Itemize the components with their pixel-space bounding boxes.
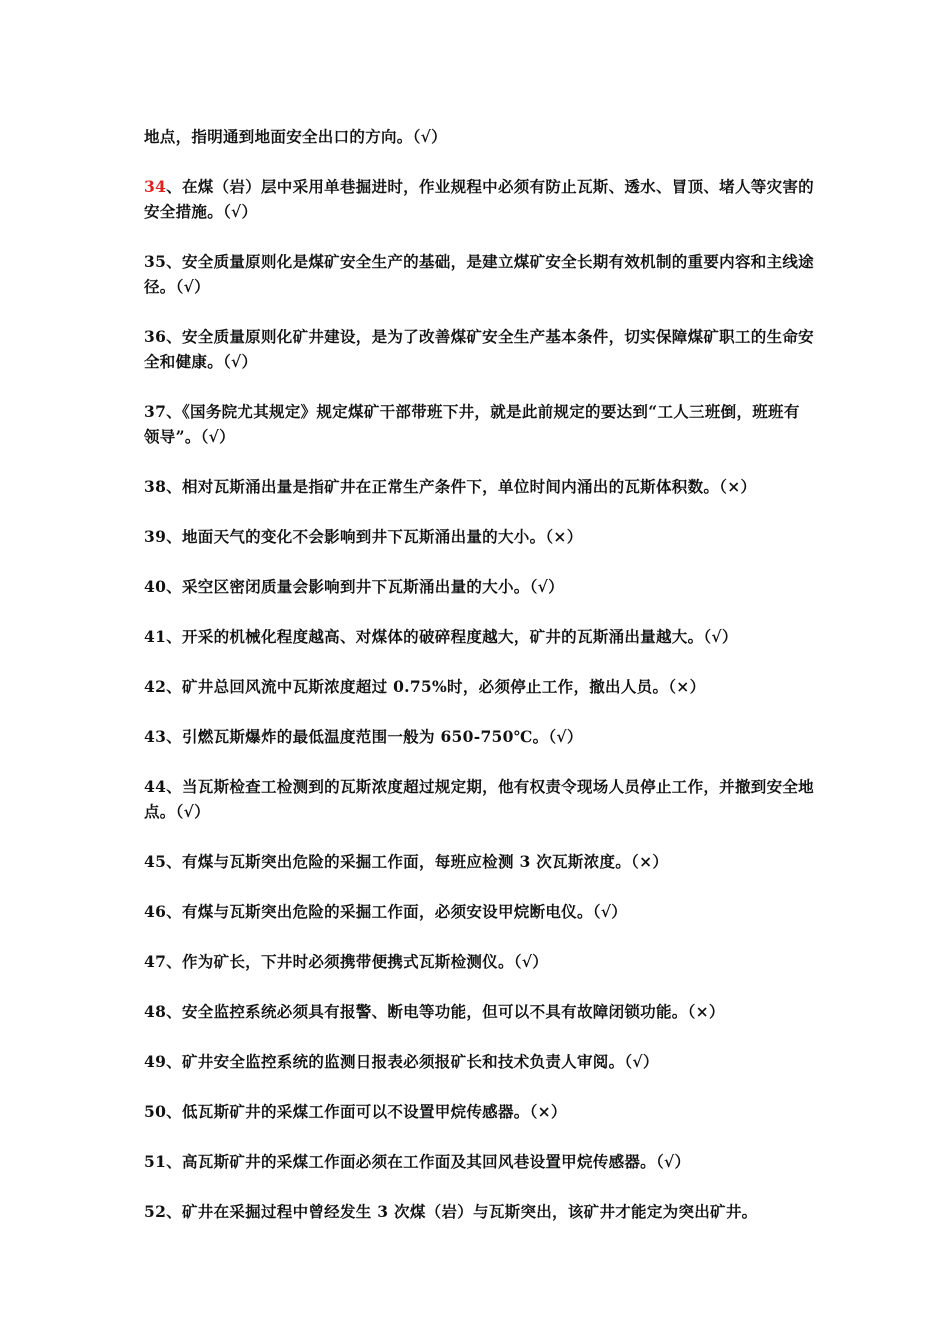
item-text: 、有煤与瓦斯突出危险的采掘工作面，每班应检测 3 次瓦斯浓度。（×） (166, 852, 669, 871)
paragraph (144, 249, 814, 299)
item-number: 43 (144, 727, 167, 746)
item-number: 38 (144, 477, 167, 496)
item-text: 、矿井总回风流中瓦斯浓度超过 0.75%时，必须停止工作，撤出人员。（×） (166, 677, 706, 696)
item-number: 37 (144, 402, 167, 421)
item-text: 、《国务院尤其规定》规定煤矿干部带班下井，就是此前规定的要达到“工人三班倒，班班有领导”。（√） (144, 402, 800, 446)
item-text: 、矿井在采掘过程中曾经发生 3 次煤（岩）与瓦斯突出，该矿井才能定为突出矿井。 (166, 1202, 758, 1221)
item-number: 36 (144, 327, 167, 346)
item-text: 地点，指明通到地面安全出口的方向。（√） (144, 127, 447, 146)
item-text: 、作为矿长，下井时必须携带便携式瓦斯检测仪。（√） (166, 952, 549, 971)
item-number: 40 (144, 577, 167, 596)
paragraph (144, 574, 814, 599)
paragraph (144, 174, 814, 224)
item-text: 、引燃瓦斯爆炸的最低温度范围一般为 650-750℃。（√） (166, 727, 583, 746)
paragraph (144, 474, 814, 499)
item-number: 47 (144, 952, 167, 971)
item-number: 51 (144, 1152, 167, 1171)
item-number: 34 (144, 177, 167, 196)
paragraph (144, 774, 814, 824)
paragraph (144, 1049, 814, 1074)
paragraph (144, 949, 814, 974)
item-number: 39 (144, 527, 167, 546)
paragraph (144, 1199, 814, 1224)
paragraph (144, 1099, 814, 1124)
item-text: 、当瓦斯检查工检测到的瓦斯浓度超过规定期，他有权责令现场人员停止工作，并撤到安全地点。（√） (144, 777, 814, 821)
paragraph (144, 849, 814, 874)
paragraph (144, 399, 814, 449)
paragraph (144, 724, 814, 749)
item-text: 、地面天气的变化不会影响到井下瓦斯涌出量的大小。（×） (166, 527, 583, 546)
item-number: 42 (144, 677, 167, 696)
item-text: 、安全监控系统必须具有报警、断电等功能，但可以不具有故障闭锁功能。（×） (166, 1002, 725, 1021)
paragraph (144, 624, 814, 649)
item-text: 、低瓦斯矿井的采煤工作面可以不设置甲烷传感器。（×） (166, 1102, 567, 1121)
item-text: 、安全质量原则化是煤矿安全生产的基础，是建立煤矿安全长期有效机制的重要内容和主线途径。（√） (144, 252, 814, 296)
document-body (144, 124, 814, 1249)
item-number: 44 (144, 777, 167, 796)
item-text: 、开采的机械化程度越高、对煤体的破碎程度越大，矿井的瓦斯涌出量越大。（√） (166, 627, 738, 646)
item-text: 、在煤（岩）层中采用单巷掘进时，作业规程中必须有防止瓦斯、透水、冒顶、堵人等灾害的安全措施。（√） (144, 177, 814, 221)
item-text: 、相对瓦斯涌出量是指矿井在正常生产条件下，单位时间内涌出的瓦斯体积数。（×） (166, 477, 757, 496)
paragraph (144, 124, 814, 149)
paragraph (144, 674, 814, 699)
item-number: 52 (144, 1202, 167, 1221)
paragraph (144, 899, 814, 924)
item-number: 41 (144, 627, 167, 646)
item-number: 35 (144, 252, 167, 271)
paragraph (144, 324, 814, 374)
paragraph (144, 1149, 814, 1174)
item-number: 49 (144, 1052, 167, 1071)
item-text: 、矿井安全监控系统的监测日报表必须报矿长和技术负责人审阅。（√） (166, 1052, 659, 1071)
item-number: 45 (144, 852, 167, 871)
paragraph (144, 999, 814, 1024)
item-text: 、有煤与瓦斯突出危险的采掘工作面，必须安设甲烷断电仪。（√） (166, 902, 628, 921)
item-number: 46 (144, 902, 167, 921)
item-number: 48 (144, 1002, 167, 1021)
item-number: 50 (144, 1102, 167, 1121)
item-text: 、采空区密闭质量会影响到井下瓦斯涌出量的大小。（√） (166, 577, 564, 596)
item-text: 、高瓦斯矿井的采煤工作面必须在工作面及其回风巷设置甲烷传感器。（√） (166, 1152, 691, 1171)
paragraph (144, 524, 814, 549)
item-text: 、安全质量原则化矿井建设，是为了改善煤矿安全生产基本条件，切实保障煤矿职工的生命安全和健康。（√） (144, 327, 814, 371)
